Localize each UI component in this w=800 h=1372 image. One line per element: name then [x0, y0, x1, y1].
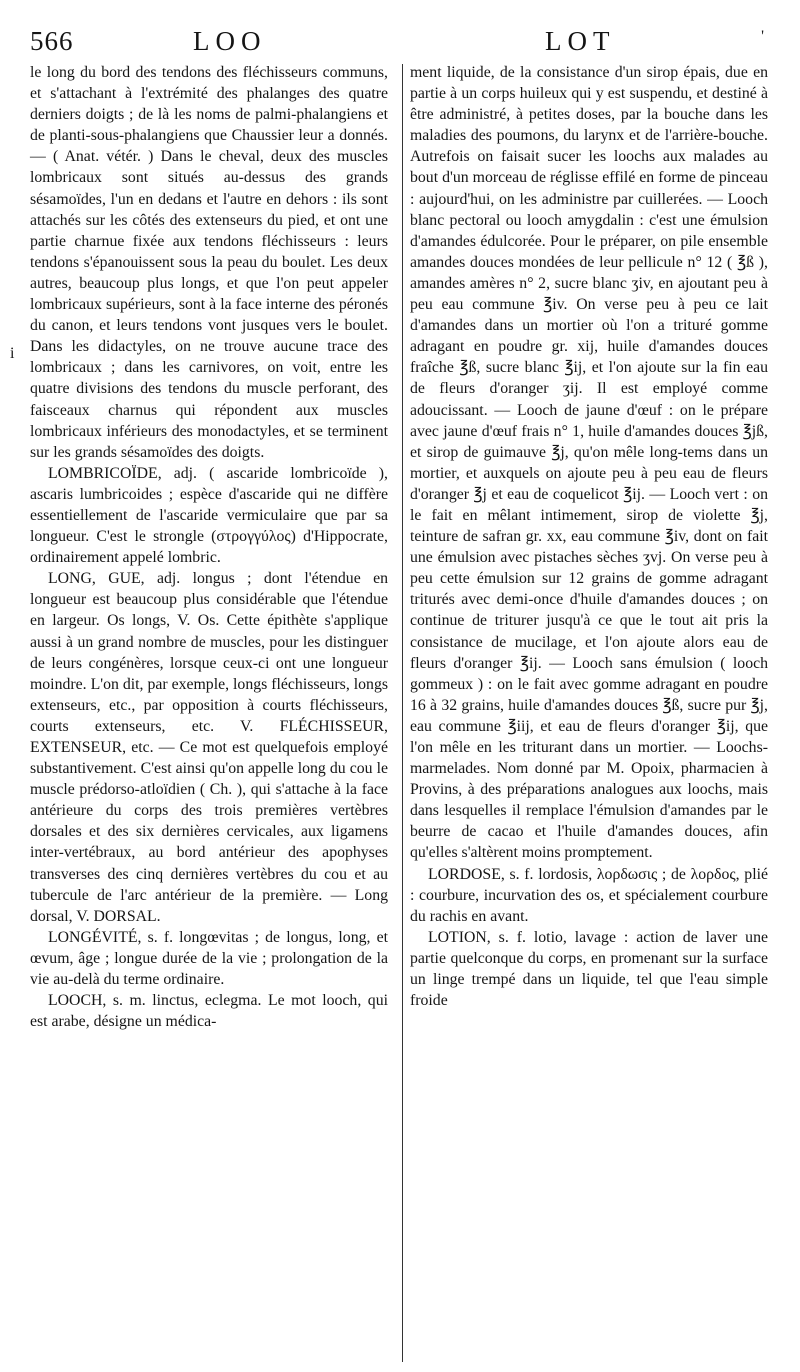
left-column — [30, 62, 388, 1032]
running-head-left: LOO — [193, 26, 267, 56]
right-column — [410, 62, 768, 1011]
margin-note: i — [10, 345, 15, 362]
entry-lombricoide: LOMBRICOÏDE, adj. ( ascaride lombricoïde ), ascaris lumbricoides ; espèce d'ascaride qui ne diffère essentiellement de l'ascaride vermiculaire que par sa longueur. C'est le strongle (στρογγύλος) d'Hippocrate, ordinairement appelé lombric. — [30, 464, 388, 567]
running-head-right: LOT — [545, 26, 616, 56]
entry-lombricaux-continued: le long du bord des tendons des fléchisseurs communs, et s'attachant à l'extrémité des phalanges des quatre derniers doigts ; de là les noms de palmi-phalangiens et de planti-sous-phalangiens que Chaussier leur a donnés. — ( Anat. vétér. ) Dans le cheval, deux des muscles lombricaux sont situés au-dessus des grands sésamoïdes, l'un en dedans et l'autre en dehors : ils sont attachés sur les côtés des extenseurs du pied, et ont une partie charnue fixée aux tendons fléchisseurs : leurs tendons s'épanouissent sous la peau du boulet. Les deux autres, beaucoup plus longs, et que l'on peut appeler lombricaux supérieurs, sont à la face interne des péronés du canon, et leurs tendons vont jusques vers le boulet. Dans les didactyles, on ne trouve aucune trace des lombricaux ; dans les carnivores, on voit, entre les quatre divisions des tendons du muscle perforant, des faisceaux charnus qui répondent aux muscles lombricaux inférieurs des monodactyles, et se terminent sur les grands sésamoïdes des doigts. — [30, 64, 388, 461]
corner-mark: ' — [761, 28, 770, 45]
entry-long: LONG, GUE, adj. longus ; dont l'étendue en longueur est beaucoup plus considérable que l'étendue en largeur. Os longs, V. Os. Cette épithète s'applique aussi à un grand nombre de muscles, pour les distinguer de leurs congénères, lorsque ceux-ci ont une longueur moindre. L'on dit, par exemple, longs fléchisseurs, longs extenseurs, etc., par opposition à courts fléchisseurs, courts extenseurs, etc. V. FLÉCHISSEUR, EXTENSEUR, etc. — Ce mot est quelquefois employé substantivement. C'est ainsi qu'on appelle long du cou le muscle prédorso-atloïdien ( Ch. ), qui s'attache à la face antérieure du corps des trois premières vertèbres dorsales et des six dernières cervicales, aux ligamens inter-vertébraux, au bord antérieur des apophyses transverses des cinq dernières vertèbres du cou et au tubercule de l'arc antérieur de la première. — Long dorsal, V. DORSAL. — [30, 570, 388, 925]
entry-lotion: LOTION, s. f. lotio, lavage : action de laver une partie quelconque du corps, en promenant sur la surface un linge trempé dans un liquide, tel que l'eau simple froide — [410, 928, 768, 1010]
page-number: 566 — [30, 26, 74, 56]
entry-longevite: LONGÉVITÉ, s. f. longœvitas ; de longus, long, et œvum, âge ; longue durée de la vie ; prolongation de la vie au-delà du terme ordinaire. — [30, 928, 388, 989]
column-divider — [402, 64, 403, 1362]
entry-looch-continued: ment liquide, de la consistance d'un sirop épais, due en partie à un corps huileux qui y est suspendu, et destiné à être administré, à petites doses, par la bouche dans les maladies des poumons, du larynx et de l'arrière-bouche. Autrefois on faisait sucer les loochs aux malades au bout d'un morceau de réglisse effilé en forme de pinceau : aujourd'hui, on les administre par cuillerées. — Looch blanc pectoral ou looch amygdalin : c'est une émulsion d'amandes édulcorée. Pour le préparer, on pile ensemble amandes douces mondées de leur pellicule n° 12 ( ℥ß ), amandes amères n° 2, sucre blanc ʒiv, en ajoutant peu à peu eau commune ℥iv. On verse peu à peu ce lait d'amandes dans un mortier où l'on a trituré gomme adragant en poudre gr. xij, huile d'amandes douces fraîche ℥ß, sucre blanc ℥ij, et l'on ajoute sur la fin eau de fleurs d'oranger ʒij. Il est employé comme adoucissant. — Looch de jaune d'œuf : on le prépare avec jaune d'œuf frais n° 1, huile d'amandes douces ℥jß, et sirop de guimauve ℥j, qu'on mêle long-tems dans un mortier, et auxquels on ajoute peu à peu eau de fleurs d'oranger ℥j et eau de coquelicot ℥ij. — Looch vert : on le fait en mêlant intimement, sirop de violette ℥j, teinture de safran gr. xx, eau commune ℥iv, dont on fait une émulsion avec pistaches sèches ʒvj. On verse peu à peu cette émulsion sur 12 grains de gomme adragant triturés avec demi-once d'huile d'amandes douces ; on continue de triturer jusqu'à ce que le tout ait pris la consistance de mucilage, et l'on ajoute alors eau de fleurs d'oranger ℥ij. — Looch sans émulsion ( looch gommeux ) : on le fait avec gomme adragant en poudre 16 à 32 grains, huile d'amandes douces ℥ß, sucre pur ℥j, eau commune ℥iij, et eau de fleurs d'oranger ℥ij, que l'on mêle en les triturant dans un mortier. — Loochs-marmelades. Nom donné par M. Opoix, pharmacien à Provins, à des préparations analogues aux loochs, mais dans lesquelles il remplace l'émulsion d'amandes par le beurre de cacao et l'huile d'amandes douces, afin qu'elles s'altèrent moins promptement. — [410, 64, 768, 862]
entry-looch: LOOCH, s. m. linctus, eclegma. Le mot looch, qui est arabe, désigne un médica- — [30, 992, 388, 1031]
running-header — [30, 26, 770, 66]
entry-lordose: LORDOSE, s. f. lordosis, λορδωσις ; de λορδος, plié : courbure, incurvation des os, et spécialement courbure du rachis en avant. — [410, 865, 768, 925]
